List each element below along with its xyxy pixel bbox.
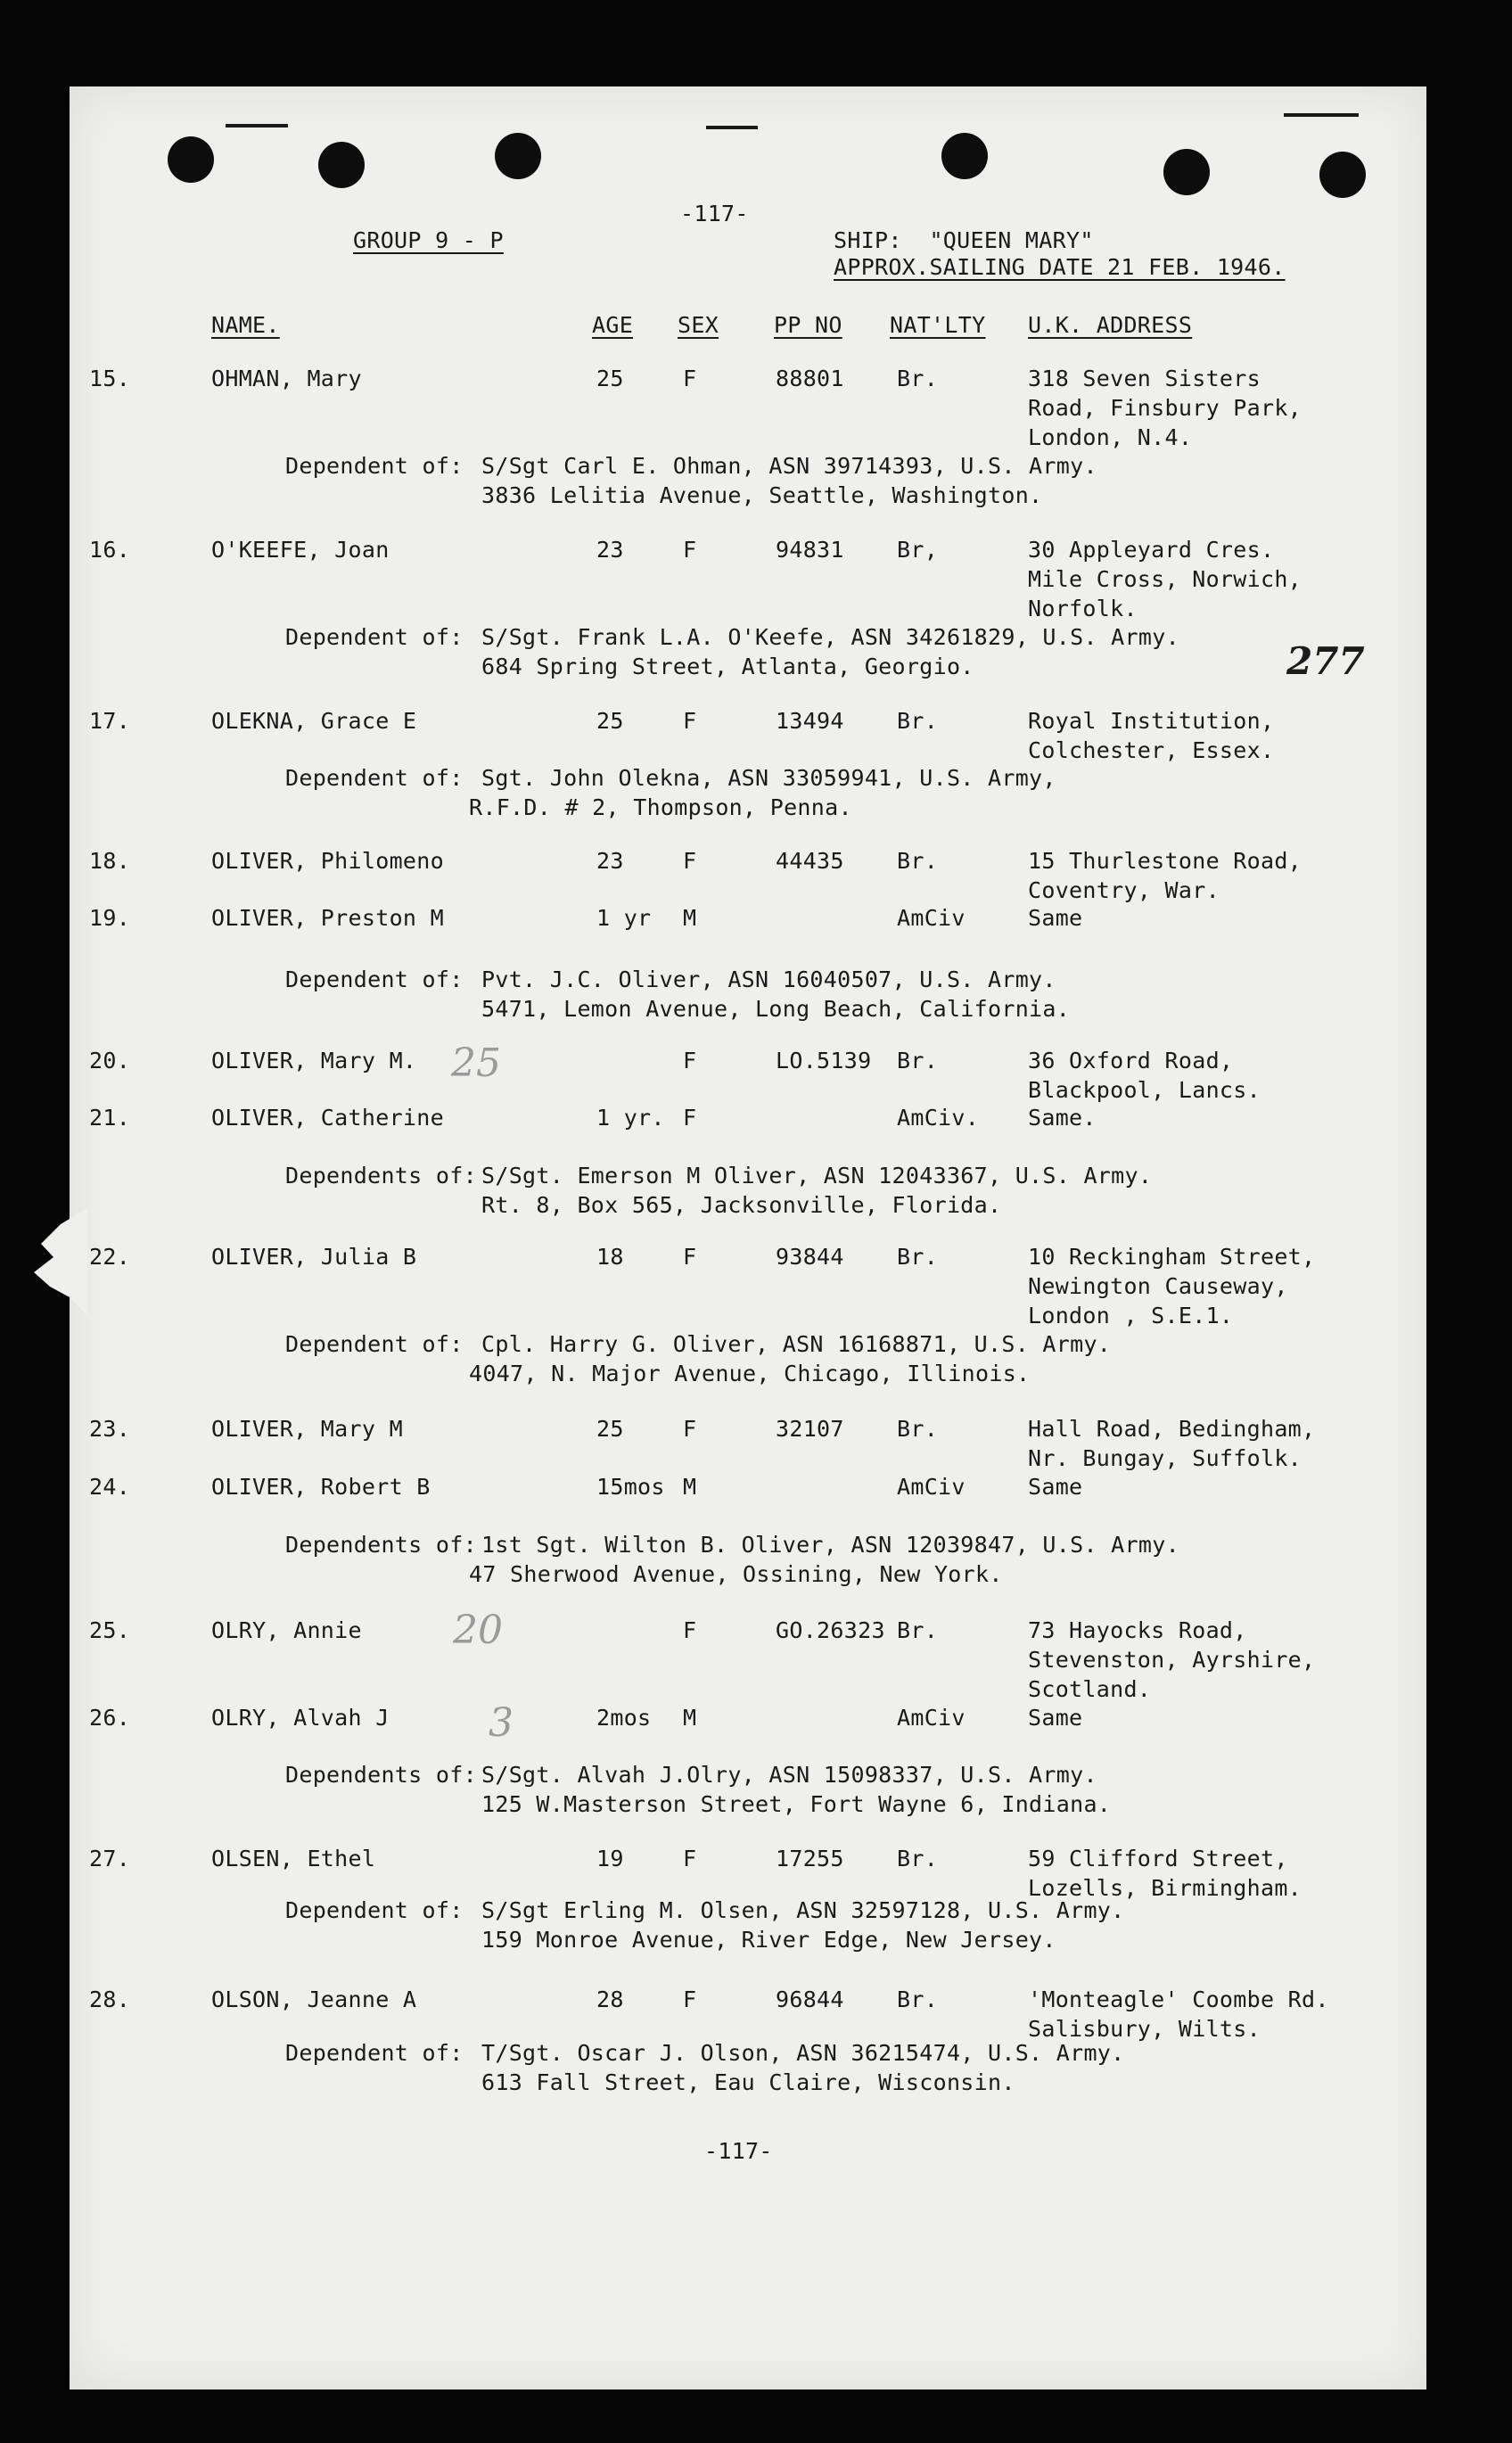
- uk-address-line: Mile Cross, Norwich,: [1028, 566, 1302, 592]
- passenger-sex: F: [683, 1846, 697, 1871]
- dependent-label: Dependent of:: [285, 967, 464, 992]
- uk-address-line: Same.: [1028, 1105, 1097, 1131]
- sponsor-line: 613 Fall Street, Eau Claire, Wisconsin.: [481, 2069, 1015, 2095]
- passenger-sex: F: [683, 537, 697, 563]
- passport-number: 17255: [776, 1846, 844, 1871]
- uk-address-line: 59 Clifford Street,: [1028, 1846, 1288, 1871]
- dependent-label: Dependents of:: [285, 1163, 477, 1189]
- passenger-age: 19: [596, 1846, 624, 1871]
- uk-address-line: Hall Road, Bedingham,: [1028, 1416, 1316, 1442]
- passenger-name: OLRY, Annie: [211, 1617, 362, 1643]
- dependent-label: Dependent of:: [285, 2040, 464, 2066]
- nationality: Br.: [897, 1986, 939, 2012]
- passenger-age: 28: [596, 1986, 624, 2012]
- ship-label: SHIP: "QUEEN MARY": [834, 227, 1094, 253]
- sponsor-line: 5471, Lemon Avenue, Long Beach, California.: [481, 996, 1071, 1022]
- entry-number: 17.: [89, 708, 131, 734]
- passenger-sex: F: [683, 1986, 697, 2012]
- passenger-name: OLRY, Alvah J: [211, 1705, 390, 1731]
- sponsor-line: 125 W.Masterson Street, Fort Wayne 6, Indiana.: [481, 1791, 1112, 1817]
- passenger-age: 18: [596, 1244, 624, 1270]
- sponsor-line: Cpl. Harry G. Oliver, ASN 16168871, U.S. Army.: [481, 1331, 1112, 1357]
- passenger-sex: F: [683, 1105, 697, 1131]
- entry-number: 27.: [89, 1846, 131, 1871]
- passport-number: GO.26323: [776, 1617, 885, 1643]
- sponsor-line: S/Sgt. Emerson M Oliver, ASN 12043367, U.S. Army.: [481, 1163, 1153, 1189]
- sponsor-line: Rt. 8, Box 565, Jacksonville, Florida.: [481, 1192, 1002, 1218]
- uk-address-line: 15 Thurlestone Road,: [1028, 848, 1302, 874]
- uk-address-line: London , S.E.1.: [1028, 1303, 1234, 1328]
- entry-number: 24.: [89, 1474, 131, 1500]
- dependent-label: Dependent of:: [285, 453, 464, 479]
- passenger-name: OLIVER, Robert B: [211, 1474, 431, 1500]
- col-header-age: AGE: [592, 312, 634, 338]
- sponsor-line: 684 Spring Street, Atlanta, Georgio.: [481, 654, 974, 679]
- entry-number: 25.: [89, 1617, 131, 1643]
- nationality: AmCiv.: [897, 1105, 980, 1131]
- binder-mark: [706, 126, 758, 129]
- passenger-sex: F: [683, 1048, 697, 1073]
- uk-address-line: 'Monteagle' Coombe Rd.: [1028, 1986, 1329, 2012]
- nationality: AmCiv: [897, 905, 966, 931]
- col-header-address: U.K. ADDRESS: [1028, 312, 1193, 338]
- page-number-bottom: -117-: [704, 2138, 773, 2164]
- binder-mark: [226, 124, 288, 127]
- uk-address-line: Coventry, War.: [1028, 877, 1220, 903]
- col-header-pp: PP NO: [774, 312, 842, 338]
- passport-number: 32107: [776, 1416, 844, 1442]
- passport-number: 88801: [776, 366, 844, 391]
- passport-number: 96844: [776, 1986, 844, 2012]
- col-header-nationality: NAT'LTY: [890, 312, 986, 338]
- punch-hole: [941, 133, 988, 179]
- uk-address-line: 30 Appleyard Cres.: [1028, 537, 1275, 563]
- handwritten-age: 20: [453, 1608, 503, 1653]
- nationality: Br.: [897, 1048, 939, 1073]
- passport-number: 94831: [776, 537, 844, 563]
- nationality: Br,: [897, 537, 939, 563]
- sailing-date: APPROX.SAILING DATE 21 FEB. 1946.: [834, 254, 1286, 280]
- passenger-name: OLIVER, Mary M: [211, 1416, 403, 1442]
- dependent-label: Dependents of:: [285, 1532, 477, 1558]
- punch-hole: [1319, 152, 1366, 198]
- uk-address-line: Blackpool, Lancs.: [1028, 1077, 1261, 1103]
- passenger-age: 15mos: [596, 1474, 665, 1500]
- passenger-age: 23: [596, 537, 624, 563]
- uk-address-line: Salisbury, Wilts.: [1028, 2016, 1261, 2042]
- col-header-sex: SEX: [678, 312, 719, 338]
- uk-address-line: Stevenston, Ayrshire,: [1028, 1647, 1316, 1673]
- passenger-sex: F: [683, 1617, 697, 1643]
- torn-edge: [34, 1208, 87, 1315]
- passenger-sex: F: [683, 1416, 697, 1442]
- passenger-sex: F: [683, 708, 697, 734]
- passenger-age: 25: [596, 366, 624, 391]
- group-label: GROUP 9 - P: [353, 227, 504, 253]
- sponsor-line: 159 Monroe Avenue, River Edge, New Jersey.: [481, 1927, 1056, 1953]
- sponsor-line: T/Sgt. Oscar J. Olson, ASN 36215474, U.S. Army.: [481, 2040, 1125, 2066]
- uk-address-line: 10 Reckingham Street,: [1028, 1244, 1316, 1270]
- nationality: Br.: [897, 848, 939, 874]
- sponsor-line: S/Sgt. Alvah J.Olry, ASN 15098337, U.S. Army.: [481, 1762, 1097, 1788]
- uk-address-line: Newington Causeway,: [1028, 1273, 1288, 1299]
- dependent-label: Dependents of:: [285, 1762, 477, 1788]
- passenger-age: 23: [596, 848, 624, 874]
- entry-number: 22.: [89, 1244, 131, 1270]
- sponsor-line: S/Sgt Erling M. Olsen, ASN 32597128, U.S. Army.: [481, 1897, 1125, 1923]
- sponsor-line: 3836 Lelitia Avenue, Seattle, Washington.: [481, 482, 1043, 508]
- nationality: Br.: [897, 1846, 939, 1871]
- sponsor-line: Pvt. J.C. Oliver, ASN 16040507, U.S. Army.: [481, 967, 1056, 992]
- dependent-label: Dependent of:: [285, 624, 464, 650]
- passenger-sex: M: [683, 1705, 697, 1731]
- passport-number: LO.5139: [776, 1048, 872, 1073]
- document-page: [70, 86, 1426, 2390]
- passenger-sex: M: [683, 905, 697, 931]
- nationality: AmCiv: [897, 1705, 966, 1731]
- passenger-name: OLIVER, Preston M: [211, 905, 444, 931]
- passport-number: 93844: [776, 1244, 844, 1270]
- sponsor-line: R.F.D. # 2, Thompson, Penna.: [469, 794, 852, 820]
- nationality: Br.: [897, 708, 939, 734]
- nationality: Br.: [897, 1617, 939, 1643]
- passenger-name: OLIVER, Philomeno: [211, 848, 444, 874]
- passenger-age: 1 yr: [596, 905, 652, 931]
- passenger-name: OLEKNA, Grace E: [211, 708, 417, 734]
- uk-address-line: 318 Seven Sisters: [1028, 366, 1261, 391]
- passenger-sex: M: [683, 1474, 697, 1500]
- passenger-age: 25: [596, 708, 624, 734]
- passenger-sex: F: [683, 848, 697, 874]
- uk-address-line: Same: [1028, 1474, 1083, 1500]
- dependent-label: Dependent of:: [285, 765, 464, 791]
- passenger-name: OLIVER, Mary M.: [211, 1048, 417, 1073]
- passenger-name: OLIVER, Catherine: [211, 1105, 444, 1131]
- uk-address-line: Road, Finsbury Park,: [1028, 395, 1302, 421]
- uk-address-line: Royal Institution,: [1028, 708, 1275, 734]
- dependent-label: Dependent of:: [285, 1331, 464, 1357]
- uk-address-line: Nr. Bungay, Suffolk.: [1028, 1445, 1302, 1471]
- passenger-name: O'KEEFE, Joan: [211, 537, 390, 563]
- uk-address-line: 36 Oxford Road,: [1028, 1048, 1234, 1073]
- sponsor-line: S/Sgt. Frank L.A. O'Keefe, ASN 34261829, U.S. Army.: [481, 624, 1179, 650]
- uk-address-line: Same: [1028, 1705, 1083, 1731]
- binder-mark: [1284, 113, 1359, 117]
- entry-number: 20.: [89, 1048, 131, 1073]
- entry-number: 23.: [89, 1416, 131, 1442]
- entry-number: 16.: [89, 537, 131, 563]
- passenger-name: OHMAN, Mary: [211, 366, 362, 391]
- passport-number: 44435: [776, 848, 844, 874]
- page-number-top: -117-: [680, 201, 749, 226]
- passenger-age: 2mos: [596, 1705, 652, 1731]
- entry-number: 28.: [89, 1986, 131, 2012]
- nationality: Br.: [897, 366, 939, 391]
- uk-address-line: Same: [1028, 905, 1083, 931]
- punch-hole: [1163, 149, 1210, 195]
- col-header-name: NAME.: [211, 312, 280, 338]
- uk-address-line: 73 Hayocks Road,: [1028, 1617, 1247, 1643]
- page-stamp: 277: [1286, 639, 1365, 683]
- uk-address-line: Scotland.: [1028, 1676, 1152, 1702]
- handwritten-age: 3: [489, 1700, 514, 1746]
- passenger-name: OLSON, Jeanne A: [211, 1986, 417, 2012]
- uk-address-line: Lozells, Birmingham.: [1028, 1875, 1302, 1901]
- passenger-age: 1 yr.: [596, 1105, 665, 1131]
- nationality: Br.: [897, 1416, 939, 1442]
- sponsor-line: 1st Sgt. Wilton B. Oliver, ASN 12039847, U.S. Army.: [481, 1532, 1179, 1558]
- punch-hole: [495, 133, 541, 179]
- dependent-label: Dependent of:: [285, 1897, 464, 1923]
- nationality: Br.: [897, 1244, 939, 1270]
- sponsor-line: 47 Sherwood Avenue, Ossining, New York.: [469, 1561, 1003, 1587]
- entry-number: 15.: [89, 366, 131, 391]
- uk-address-line: London, N.4.: [1028, 424, 1193, 450]
- handwritten-age: 25: [451, 1041, 501, 1086]
- punch-hole: [318, 142, 365, 188]
- passenger-sex: F: [683, 1244, 697, 1270]
- sponsor-line: Sgt. John Olekna, ASN 33059941, U.S. Army,: [481, 765, 1056, 791]
- uk-address-line: Norfolk.: [1028, 596, 1138, 621]
- entry-number: 26.: [89, 1705, 131, 1731]
- sponsor-line: 4047, N. Major Avenue, Chicago, Illinois.: [469, 1361, 1031, 1386]
- entry-number: 21.: [89, 1105, 131, 1131]
- uk-address-line: Colchester, Essex.: [1028, 737, 1275, 763]
- nationality: AmCiv: [897, 1474, 966, 1500]
- entry-number: 18.: [89, 848, 131, 874]
- entry-number: 19.: [89, 905, 131, 931]
- punch-hole: [168, 136, 214, 183]
- passenger-name: OLIVER, Julia B: [211, 1244, 417, 1270]
- passenger-age: 25: [596, 1416, 624, 1442]
- passenger-sex: F: [683, 366, 697, 391]
- passenger-name: OLSEN, Ethel: [211, 1846, 376, 1871]
- sponsor-line: S/Sgt Carl E. Ohman, ASN 39714393, U.S. Army.: [481, 453, 1097, 479]
- passport-number: 13494: [776, 708, 844, 734]
